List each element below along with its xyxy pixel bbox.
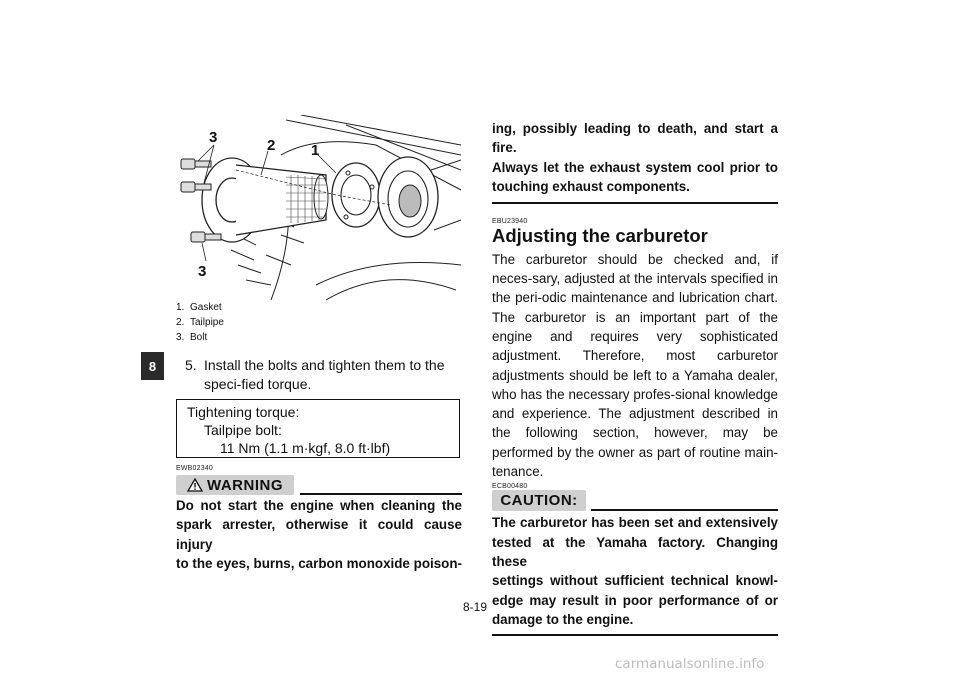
torque-spec-box	[176, 399, 460, 458]
caution-code: ECB00480	[492, 483, 528, 491]
page-number: 8-19	[463, 600, 488, 614]
chapter-tab: 8	[141, 352, 164, 380]
legend-item: 1. Gasket	[176, 302, 222, 313]
spec-line-3: 11 Nm (1.1 m·kgf, 8.0 ft·lbf)	[220, 440, 391, 456]
legend-item: 3. Bolt	[176, 332, 208, 343]
spec-line-2: Tailpipe bolt:	[204, 422, 282, 438]
step-5: 5. Install the bolts and tighten them to the speci-fied torque.	[185, 356, 465, 394]
section-title: Adjusting the carburetor	[492, 224, 708, 246]
exhaust-diagram	[176, 115, 461, 300]
callout-3-top: 3	[209, 129, 218, 146]
tailpipe-illustration	[176, 115, 461, 300]
caution-text: The carburetor has been set and extensively tested at the Yamaha factory. Changing these settings without sufficient technical knowl- edge may result in poor performance of or damage to the engine.	[492, 515, 778, 627]
warning-text-left: Do not start the engine when cleaning the spark arrester, otherwise it could cause injury to the eyes, burns, carbon monoxide poison-	[176, 498, 462, 571]
legend-item: 2. Tailpipe	[176, 317, 224, 328]
callout-3-bottom: 3	[198, 263, 207, 280]
figure-legend	[176, 300, 224, 345]
warning-end-rule	[492, 202, 778, 204]
warning-rule	[300, 493, 462, 495]
warning-header	[176, 475, 462, 495]
warning-triangle-icon	[187, 478, 203, 492]
callout-1: 1	[311, 142, 320, 159]
caution-header	[492, 490, 778, 511]
warning-code: EWB02340	[176, 465, 214, 472]
warning-badge: WARNING	[176, 475, 294, 495]
caution-badge: CAUTION:	[492, 490, 586, 511]
caution-rule	[591, 509, 778, 511]
right-column	[492, 119, 778, 636]
section-code: EBU23940	[492, 217, 528, 225]
watermark[interactable]: carmanualsonline.info	[615, 656, 765, 672]
callout-2: 2	[267, 137, 276, 154]
spec-line-1: Tightening torque:	[187, 404, 300, 420]
step-5-text: Install the bolts and tighten them to the speci-fied torque.	[204, 357, 445, 392]
warning-text-right: ing, possibly leading to death, and start a fire. Always let the exhaust system cool prior to touching exhaust components.	[492, 121, 778, 194]
section-body: The carburetor should be checked and, if neces-sary, adjusted at the intervals specified in the peri-odic maintenance and lubrication chart. The carburetor is an important part of the engine and requires very sophisticated adjustment. Therefore, most carburetor adjustments should be left to a Yamaha dealer, who has the necessary profes-sional knowledge and experience. The adjustment described in the following section, however, may be performed by the owner as part of routine main-tenance.	[492, 251, 778, 480]
caution-end-rule	[492, 634, 778, 636]
